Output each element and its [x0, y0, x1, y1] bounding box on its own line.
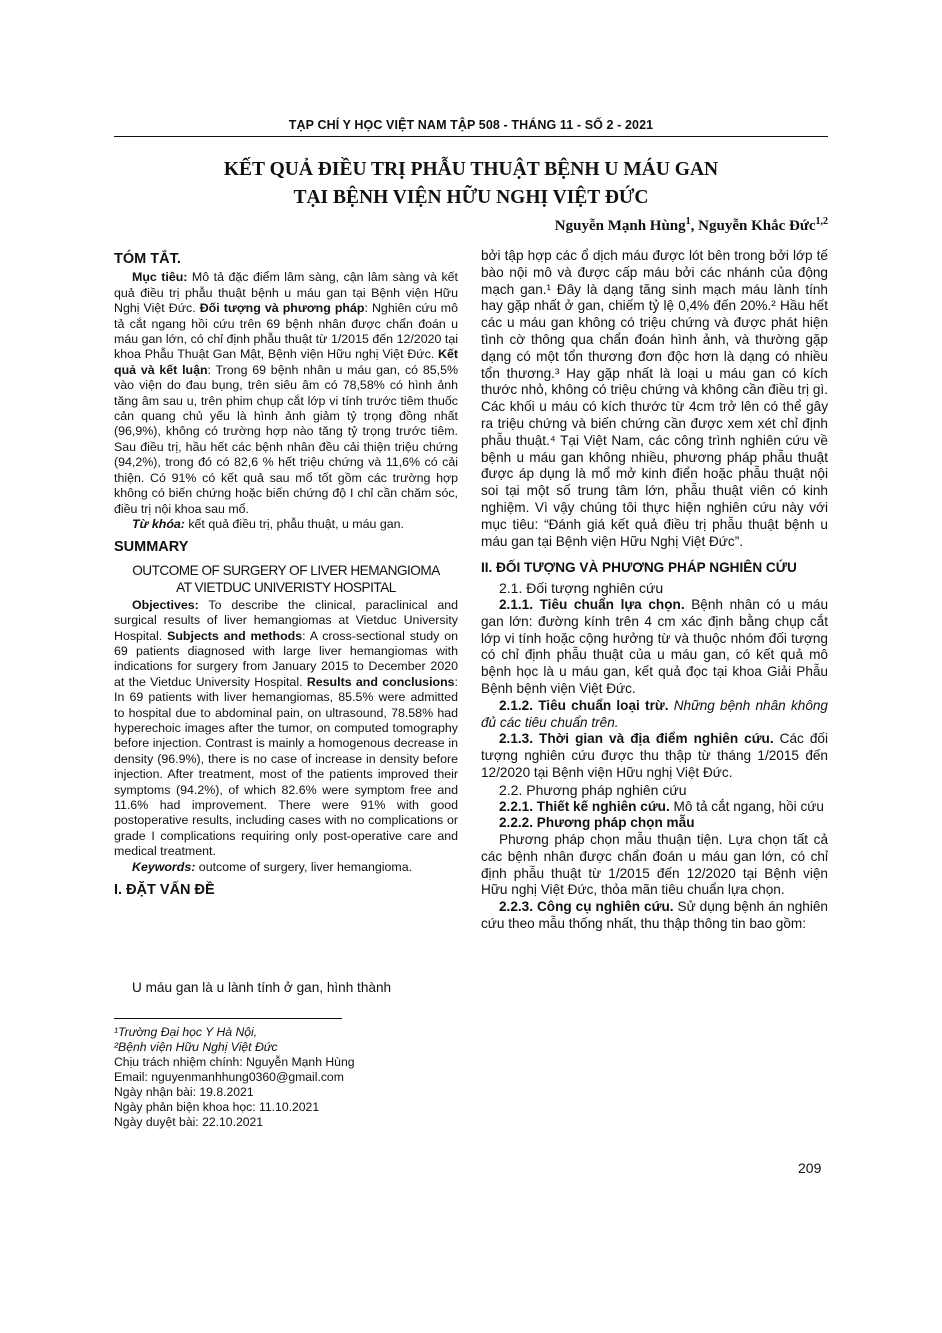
- footnote-affil-2: ²Bệnh viện Hữu Nghị Việt Đức: [114, 1040, 278, 1054]
- objective-label: Mục tiêu:: [132, 270, 188, 285]
- section-1-paragraph: bởi tập hợp các ổ dịch máu được lót bên trong bởi lớp tế bào nội mô và được cấp máu bởi các nhánh của động mạch gan.¹ Đây là dạng tăng sinh mạch máu lành tính hay gặp nhất ở gan, chiếm tỷ lệ 0,4% đến 20%.² Hầu hết các u máu gan không có triệu chứng và được phát hiện tình cờ thông qua chẩn đoán hình ảnh, và thường gặp dạng có một tổn thương đơn độc hơn là dạng có nhiều tổn thương.³ Hay gặp nhất là loại u máu gan có kích thước nhỏ, không có triệu chứng và không cần điều trị gì. Các khối u máu có kích thước từ 4cm trở lên có thể gây ra triệu chứng và biến chứng cần được xem xét chỉ định phẫu thuật.⁴ Tại Việt Nam, các công trình nghiên cứu về bệnh u máu gan không nhiều, phương pháp phẫu thuật được áp dụng là mổ mở kinh điển hoặc phẫu thuật nội soi tại một số trung tâm lớn, phẫu thuật viên có kinh nghiệm. Vì vậy chúng tôi thực hiện nghiên cứu này với mục tiêu: “Đánh giá kết quả điều trị phẫu thuật bệnh u máu gan tại Bệnh viện Hữu Nghị Việt Đức”.: [481, 248, 828, 549]
- title-line-2: TẠI BỆNH VIỆN HỮU NGHỊ VIỆT ĐỨC: [293, 187, 649, 208]
- section-2-heading: II. ĐỐI TƯỢNG VÀ PHƯƠNG PHÁP NGHIÊN CỨU: [481, 560, 797, 576]
- footnote-corresponding: Chịu trách nhiệm chính: Nguyễn Mạnh Hùng: [114, 1055, 355, 1069]
- author-1: Nguyễn Mạnh Hùng: [554, 218, 686, 234]
- author-separator: ,: [690, 218, 699, 234]
- s223-text: Sử dụng bệnh án nghiên cứu theo mẫu thống nhất, thu thập thông tin bao gồm:: [481, 899, 828, 932]
- methods-text: : Nghiên cứu mô tả cắt ngang hồi cứu trên 69 bệnh nhân được chẩn đoán u máu gan lớn, có chỉ định phẫu thuật từ 1/2015 đến 12/2020 tại khoa Phẫu Thuật Gan Mật, Bệnh viện Hữu nghị Việt Đức.: [114, 301, 458, 362]
- keywords-en-text: outcome of surgery, liver hemangioma.: [195, 859, 413, 874]
- subsection-2-1-2: [481, 698, 828, 732]
- en-methods-text: : A cross-sectional study on 69 patients diagnosed with large liver hemangiomas with indications for surgery from January 2015 to December 2020 at the Vietduc University Hospital.: [114, 628, 458, 689]
- keywords-vi-label: Từ khóa:: [132, 516, 185, 531]
- objectives-text: To describe the clinical, paraclinical and surgical results of liver hemangiomas at Vietduc University Hospital.: [114, 597, 458, 643]
- right-column: [481, 248, 828, 933]
- english-title-line-1: OUTCOME OF SURGERY OF LIVER HEMANGIOMA: [132, 562, 440, 578]
- footnote-reviewed: Ngày phản biện khoa học: 11.10.2021: [114, 1100, 320, 1114]
- summary-heading: SUMMARY: [114, 539, 189, 556]
- header-rule: [114, 136, 828, 137]
- abstract-vi-heading: TÓM TẮT.: [114, 251, 181, 267]
- subsection-2-2-2: [481, 815, 828, 832]
- results-label: Kết quả và kết luận: [114, 347, 458, 377]
- keywords-en-label: Keywords:: [132, 859, 196, 874]
- section-1-heading: I. ĐẶT VẤN ĐỀ: [114, 882, 215, 899]
- subsection-2-2-2-text: Phương pháp chọn mẫu thuận tiện. Lựa chọn tất cả các bệnh nhân được chẩn đoán u máu gan lớn, có chỉ định phẫu thuật từ 1/2015 đến 12/2020 tại Bệnh viện Hữu nghị Việt Đức, thỏa mãn tiêu chuẩn lựa chọn.: [481, 832, 828, 898]
- en-methods-label: Subjects and methods: [167, 628, 303, 643]
- footnote-affil-1: ¹Trường Đại học Y Hà Nội,: [114, 1025, 258, 1039]
- subsection-2-1: 2.1. Đối tượng nghiên cứu: [499, 580, 664, 597]
- s211-text: Bệnh nhân có u máu gan lớn: đường kính trên 4 cm xác định bằng chụp cắt lớp vi tính hoặc cộng hưởng từ và thuộc nhóm đối tượng có chỉ định phẫu thuật của u máu gan, có kết quả mô bệnh học là u máu gan, kết quả đọc tại khoa Giải Phẫu Bệnh bệnh viện Việt Đức.: [481, 596, 829, 696]
- results-text: : Trong 69 bệnh nhân u máu gan, có 85,5% vào viện do đau bụng, trên siêu âm có 78,58% có hình ảnh tăng âm sau u, trên phim chụp cắt lớp vi tính trước tiêm thuốc cản quang chủ yếu là hình ảnh giảm tỷ trọng đồng nhất (96,9%), không có trường hợp nào tăng tỷ trọng trước tiêm. Sau điều trị, hầu hết các bệnh nhân đều cải thiện triệu chứng (94,2%), trong đó có 82,6 % hết triệu chứng và 11,6% có cải thiện. Có 91% có kết quả sau mổ tốt gồm các trường hợp không có biến chứng hoặc biến chứng độ I chỉ cần chăm sóc, điều trị nội khoa sau mổ.: [114, 362, 458, 516]
- s221-label: 2.2.1. Thiết kế nghiên cứu.: [499, 798, 670, 814]
- s223-label: 2.2.3. Công cụ nghiên cứu.: [499, 899, 674, 915]
- s212-text: Những bệnh nhân không đủ các tiêu chuẩn trên.: [481, 697, 828, 730]
- subsection-2-1-1: [481, 597, 828, 698]
- footnote-email: Email: nguyenmanhhung0360@gmail.com: [114, 1070, 344, 1084]
- subsection-2-2-1: [481, 799, 828, 816]
- keywords-vi: [114, 517, 458, 532]
- footnote-received: Ngày nhận bài: 19.8.2021: [114, 1085, 254, 1099]
- s213-label: 2.1.3. Thời gian và địa điểm nghiên cứu.: [499, 731, 774, 747]
- subsection-2-2: 2.2. Phương pháp nghiên cứu: [499, 781, 687, 798]
- english-title: [114, 562, 458, 596]
- objective-text: Mô tả đặc điểm lâm sàng, cận lâm sàng và kết quả điều trị phẫu thuật bệnh u máu gan tại Bệnh viện Hữu Nghị Việt Đức.: [114, 270, 458, 316]
- en-results-text: : In 69 patients with liver hemangiomas, 85.5% were admitted to hospital due to abdominal pain, on ultrasound, 78.58% had hyperechoic images after the tumor, on computed tomography before injection. Contrast is mainly a homogenous decrease in density (96.9%), there is no case of increase in density before injection. After treatment, most of the patients improved their symptoms (94.2%), of which 82.6% were symptom free and 11.6% had improvement. There were 91% with good postoperative results, including cases with no complications or grade I complications requiring only post-operative care and medical treatment.: [114, 674, 458, 859]
- s211-label: 2.1.1. Tiêu chuẩn lựa chọn.: [499, 596, 685, 612]
- subsection-2-1-3: [481, 731, 828, 781]
- methods-label: Đối tượng và phương pháp: [199, 301, 365, 316]
- en-results-label: Results and conclusions: [306, 674, 455, 689]
- footnotes: [114, 1018, 458, 1130]
- left-column: [114, 248, 458, 901]
- s222-label: 2.2.2. Phương pháp chọn mẫu: [499, 815, 695, 831]
- keywords-vi-text: kết quả điều trị, phẫu thuật, u máu gan.: [184, 516, 404, 531]
- author-2-affil: 1,2: [815, 216, 828, 227]
- authors: [555, 216, 828, 235]
- footnote-rule: [114, 1018, 342, 1019]
- author-1-affil: 1: [685, 216, 691, 227]
- objectives-label: Objectives:: [132, 597, 199, 612]
- s212-label: 2.1.2. Tiêu chuẩn loại trừ.: [499, 697, 669, 713]
- english-title-line-2: AT VIETDUC UNIVERISTY HOSPITAL: [176, 579, 396, 595]
- article-title: [114, 156, 828, 212]
- footnote-accepted: Ngày duyệt bài: 22.10.2021: [114, 1115, 264, 1129]
- journal-header: TẠP CHÍ Y HỌC VIỆT NAM TẬP 508 - THÁNG 11 - SỐ 2 - 2021: [288, 118, 654, 132]
- title-line-1: KẾT QUẢ ĐIỀU TRỊ PHẪU THUẬT BỆNH U MÁU GAN: [223, 159, 719, 180]
- abstract-vi-body: [114, 270, 458, 517]
- s221-text: Mô tả cắt ngang, hồi cứu: [669, 798, 824, 814]
- page-number: 209: [798, 1160, 822, 1176]
- s213-text: Các đối tượng nghiên cứu được thu thập từ tháng 1/2015 đến 12/2020 tại Bệnh viện Hữu nghị Việt Đức.: [481, 731, 829, 780]
- subsection-2-2-3: [481, 899, 828, 933]
- author-2: Nguyễn Khắc Đức: [698, 218, 816, 234]
- keywords-en: [114, 860, 458, 875]
- section-1-start: U máu gan là u lành tính ở gan, hình thành: [132, 980, 392, 995]
- abstract-en-body: [114, 598, 458, 860]
